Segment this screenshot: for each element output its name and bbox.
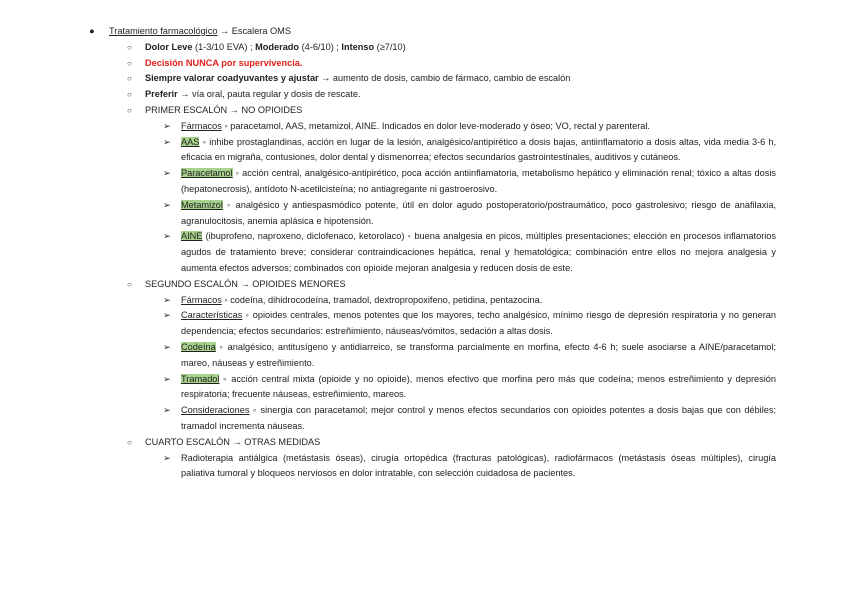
item-text: ◦ analgésico, antitusígeno y antidiarreico, se transforma parcialmente en morfina, efecto 4-6 h; suele asociarse a AINE/paracetamol; mareo, náuseas y estreñimiento.	[181, 341, 776, 368]
item-term: AAS	[181, 136, 200, 147]
step2-item	[0, 403, 776, 435]
bullet-circle-icon: ○	[127, 42, 132, 52]
step1-heading	[0, 103, 776, 119]
step1-item	[0, 119, 776, 135]
bullet-arrow-icon: ➢	[163, 120, 171, 131]
bullet-circle-icon: ○	[127, 74, 132, 84]
item-term: Tramadol	[181, 373, 220, 384]
item-text: ◦ acción central, analgésico-antipirético, poca acción antiinflamatoria, metabolismo hepático y eliminación renal; tóxico a altas dosis (hepatonecrosis), antídoto N-acetilcisteína; no antiagregante ni gastroerosivo.	[181, 168, 776, 194]
step1-item	[0, 198, 776, 230]
bullet-arrow-icon: ➢	[163, 168, 171, 179]
item-text: ◦ sinergia con paracetamol; mejor control y menos efectos secundarios con opioides potentes a dosis bajas que con débiles; tramadol incrementa náuseas.	[181, 405, 776, 431]
bullet-arrow-icon: ➢	[163, 136, 171, 147]
bullet-arrow-icon: ➢	[163, 310, 171, 321]
item-term: Codeína	[181, 341, 216, 352]
item-text: (ibuprofeno, naproxeno, diclofenaco, ketorolaco) ◦ buena analgesia en picos, múltiples presentaciones; elección en procesos inflamatorios agudos de tratamiento breve; considerar contraindicaciones hepática, renal y hematológica; combinación entre ellos no mejora analgesia y aumenta efectos adversos; combinados con opioide mejoran analgesia y reducen dosis de este.	[181, 231, 776, 273]
step1-item	[0, 166, 776, 198]
always-text: → aumento de dosis, cambio de fármaco, cambio de escalón	[318, 73, 571, 84]
decision-item	[0, 56, 776, 72]
step2-item	[0, 308, 776, 340]
step1-item	[0, 229, 776, 276]
bullet-circle-icon: ○	[127, 90, 132, 100]
item-text: ◦ paracetamol, AAS, metamizol, AINE. Indicados en dolor leve-moderado y óseo; VO, rectal y parenteral.	[221, 120, 650, 131]
severity-item	[0, 40, 776, 56]
item-term: Fármacos	[181, 120, 222, 131]
severity-moderado-text: (4-6/10) ;	[299, 41, 342, 52]
bullet-arrow-icon: ➢	[163, 341, 171, 352]
document-page	[0, 24, 848, 482]
step2-item	[0, 293, 776, 309]
step1-heading-text: PRIMER ESCALÓN → NO OPIOIDES	[145, 104, 303, 115]
bullet-arrow-icon: ➢	[163, 199, 171, 210]
bullet-dot-icon: ●	[89, 26, 95, 36]
always-item	[0, 71, 776, 87]
step2-item	[0, 340, 776, 372]
bullet-circle-icon: ○	[127, 105, 132, 115]
item-text: Radioterapia antiálgica (metástasis óseas), cirugía ortopédica (fracturas patológicas), radiofármacos (metástasis óseas múltiples), cirugía paliativa tumoral y bloqueos nerviosos en dolor intratable, con selección cuidadosa de pacientes.	[181, 452, 776, 479]
item-term: AINE	[181, 231, 203, 242]
decision-warning: Decisión NUNCA por supervivencia.	[145, 57, 303, 68]
bullet-arrow-icon: ➢	[163, 231, 171, 242]
step1-item	[0, 135, 776, 167]
bullet-circle-icon: ○	[127, 58, 132, 68]
always-label: Siempre valorar coadyuvantes y ajustar	[145, 73, 319, 84]
step2-item	[0, 372, 776, 404]
main-bullet-item	[0, 24, 848, 40]
item-text: ◦ opioides centrales, menos potentes que los mayores, techo analgésico, mínimo riesgo de depresión respiratoria y no generan dependencia; efectos secundarios: estreñimiento, náuseas/vómitos, sedación a altas dosis.	[181, 310, 776, 337]
step4-heading	[0, 435, 776, 451]
item-term: Paracetamol	[181, 168, 233, 179]
item-text: ◦ inhibe prostaglandinas, acción en lugar de la lesión, analgésico/antipirético a dosis bajas, antiinflamatorio a dosis altas, vida media 3-6 h, eficacia en migraña, contusiones, dolor dental y dismenorrea; efectos secundarios gastrointestinales, auditivos y cutáneos.	[181, 136, 776, 163]
item-term: Fármacos	[181, 294, 222, 305]
severity-leve-text: (1-3/10 EVA) ;	[192, 41, 256, 52]
severity-leve-label: Dolor Leve	[145, 41, 193, 52]
section-title: Tratamiento farmacológico	[109, 26, 218, 36]
item-term: Metamizol	[181, 199, 223, 210]
step4-heading-text: CUARTO ESCALÓN → OTRAS MEDIDAS	[145, 436, 321, 447]
bullet-circle-icon: ○	[127, 437, 132, 447]
bullet-arrow-icon: ➢	[163, 373, 171, 384]
bullet-circle-icon: ○	[127, 279, 132, 289]
item-term: Características	[181, 310, 243, 321]
prefer-text: → vía oral, pauta regular y dosis de rescate.	[177, 89, 361, 100]
severity-intenso-label: Intenso	[341, 41, 375, 52]
bullet-arrow-icon: ➢	[163, 405, 171, 416]
item-text: ◦ acción central mixta (opioide y no opioide), menos efectivo que morfina pero más que codeína; menos estreñimiento y depresión respiratoria; frecuente náuseas, estreñimiento, mareos.	[181, 373, 776, 400]
step4-item	[0, 451, 776, 483]
item-text: ◦ codeína, dihidrocodeína, tramadol, dextropropoxifeno, petidina, pentazocina.	[221, 294, 543, 305]
item-text: ◦ analgésico y antiespasmódico potente, útil en dolor agudo postoperatorio/postraumático, poco gastrolesivo; riesgo de anafilaxia, agranulocitosis, anemia aplásica e hipotensión.	[181, 199, 776, 226]
step2-heading-text: SEGUNDO ESCALÓN → OPIOIDES MENORES	[145, 278, 346, 289]
step2-heading	[0, 277, 776, 293]
severity-moderado-label: Moderado	[255, 41, 300, 52]
prefer-item	[0, 87, 776, 103]
severity-intenso-text: (≥7/10)	[374, 41, 406, 52]
bullet-arrow-icon: ➢	[163, 294, 171, 305]
section-title-rest: → Escalera OMS	[217, 26, 291, 36]
prefer-label: Preferir	[145, 89, 178, 100]
item-term: Consideraciones	[181, 405, 250, 416]
bullet-arrow-icon: ➢	[163, 452, 171, 463]
